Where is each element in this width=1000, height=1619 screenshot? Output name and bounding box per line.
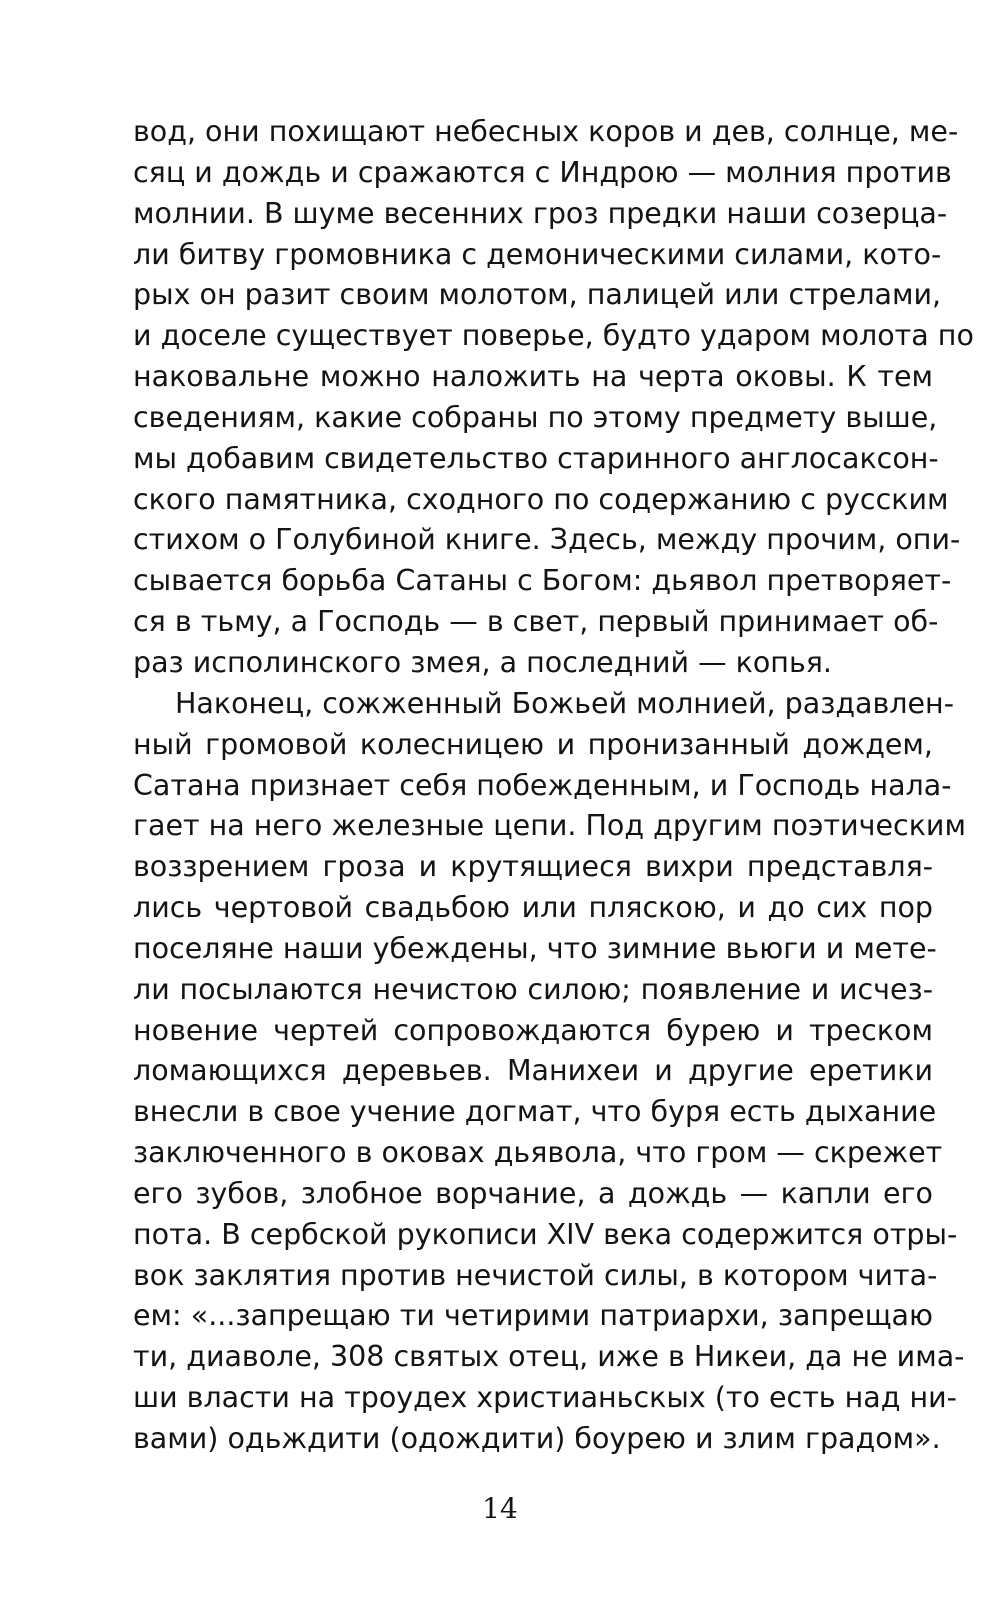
text-line: сведениям, какие собраны по этому предмету выше, bbox=[133, 400, 938, 434]
text-line: ского памятника, сходного по содержанию с русским bbox=[133, 482, 949, 516]
text-line: ломающихся деревьев. Манихеи и другие еретики bbox=[133, 1054, 933, 1088]
text-line: наковальне можно наложить на черта оковы. К тем bbox=[133, 360, 933, 394]
text-line: ти, диаволе, 308 святых отец, иже в Никеи, да не има- bbox=[133, 1340, 965, 1374]
text-line: и доселе существует поверье, будто ударом молота по bbox=[133, 319, 974, 353]
text-line: заключенного в оковах дьявола, что гром — скрежет bbox=[133, 1136, 943, 1170]
text-line: лись чертовой свадьбою или пляскою, и до сих пор bbox=[133, 891, 933, 925]
text-line: гает на него железные цепи. Под другим поэтическим bbox=[133, 809, 966, 843]
text-line: ли посылаются нечистою силою; появление и исчез- bbox=[133, 972, 933, 1006]
text-line: мы добавим свидетельство старинного англосаксон- bbox=[133, 441, 939, 475]
text-line: воззрением гроза и крутящиеся вихри представля- bbox=[133, 850, 933, 884]
text-line: вод, они похищают небесных коров и дев, солнце, ме- bbox=[133, 115, 959, 148]
text-line: его зубов, злобное ворчание, а дождь — капли его bbox=[133, 1176, 933, 1210]
text-line: вами) одьждити (одождити) боурею и злим градом». bbox=[133, 1422, 941, 1455]
text-line: ши власти на троудех христианьскых (то есть над ни- bbox=[133, 1381, 957, 1415]
text-line: сяц и дождь и сражаются с Индрою — молния против bbox=[133, 155, 952, 189]
text-line: ся в тьму, а Господь — в свет, первый принимает об- bbox=[133, 605, 939, 639]
text-line: молнии. В шуме весенних гроз предки наши созерца- bbox=[133, 196, 948, 230]
text-line: ный громовой колесницею и пронизанный дождем, bbox=[133, 727, 933, 761]
page-number: 14 bbox=[482, 1492, 518, 1525]
text-line: стихом о Голубиной книге. Здесь, между прочим, опи- bbox=[133, 523, 961, 557]
text-line: вок заклятия против нечистой силы, в котором чита- bbox=[133, 1258, 938, 1292]
text-line: новение чертей сопровождаются бурею и треском bbox=[133, 1013, 933, 1047]
text-line: внесли в свое учение догмат, что буря есть дыхание bbox=[133, 1095, 937, 1129]
text-line: Наконец, сожженный Божьей молнией, раздавлен- bbox=[175, 686, 954, 720]
text-line: поселяне наши убеждены, что зимние вьюги и мете- bbox=[133, 931, 937, 965]
text-line: ли битву громовника с демоническими силами, кото- bbox=[133, 237, 942, 271]
text-line: раз исполинского змея, а последний — копья. bbox=[133, 645, 832, 679]
text-line: пота. В сербской рукописи XIV века содержится отры- bbox=[133, 1217, 958, 1251]
body-text bbox=[133, 112, 974, 1460]
text-line: ем: «...запрещаю ти четирими патриархи, запрещаю bbox=[133, 1299, 933, 1333]
text-line: рых он разит своим молотом, палицей или стрелами, bbox=[133, 278, 942, 312]
text-line: сывается борьба Сатаны с Богом: дьявол претворяет- bbox=[133, 564, 952, 598]
text-line: Сатана признает себя побежденным, и Господь нала- bbox=[133, 768, 952, 802]
